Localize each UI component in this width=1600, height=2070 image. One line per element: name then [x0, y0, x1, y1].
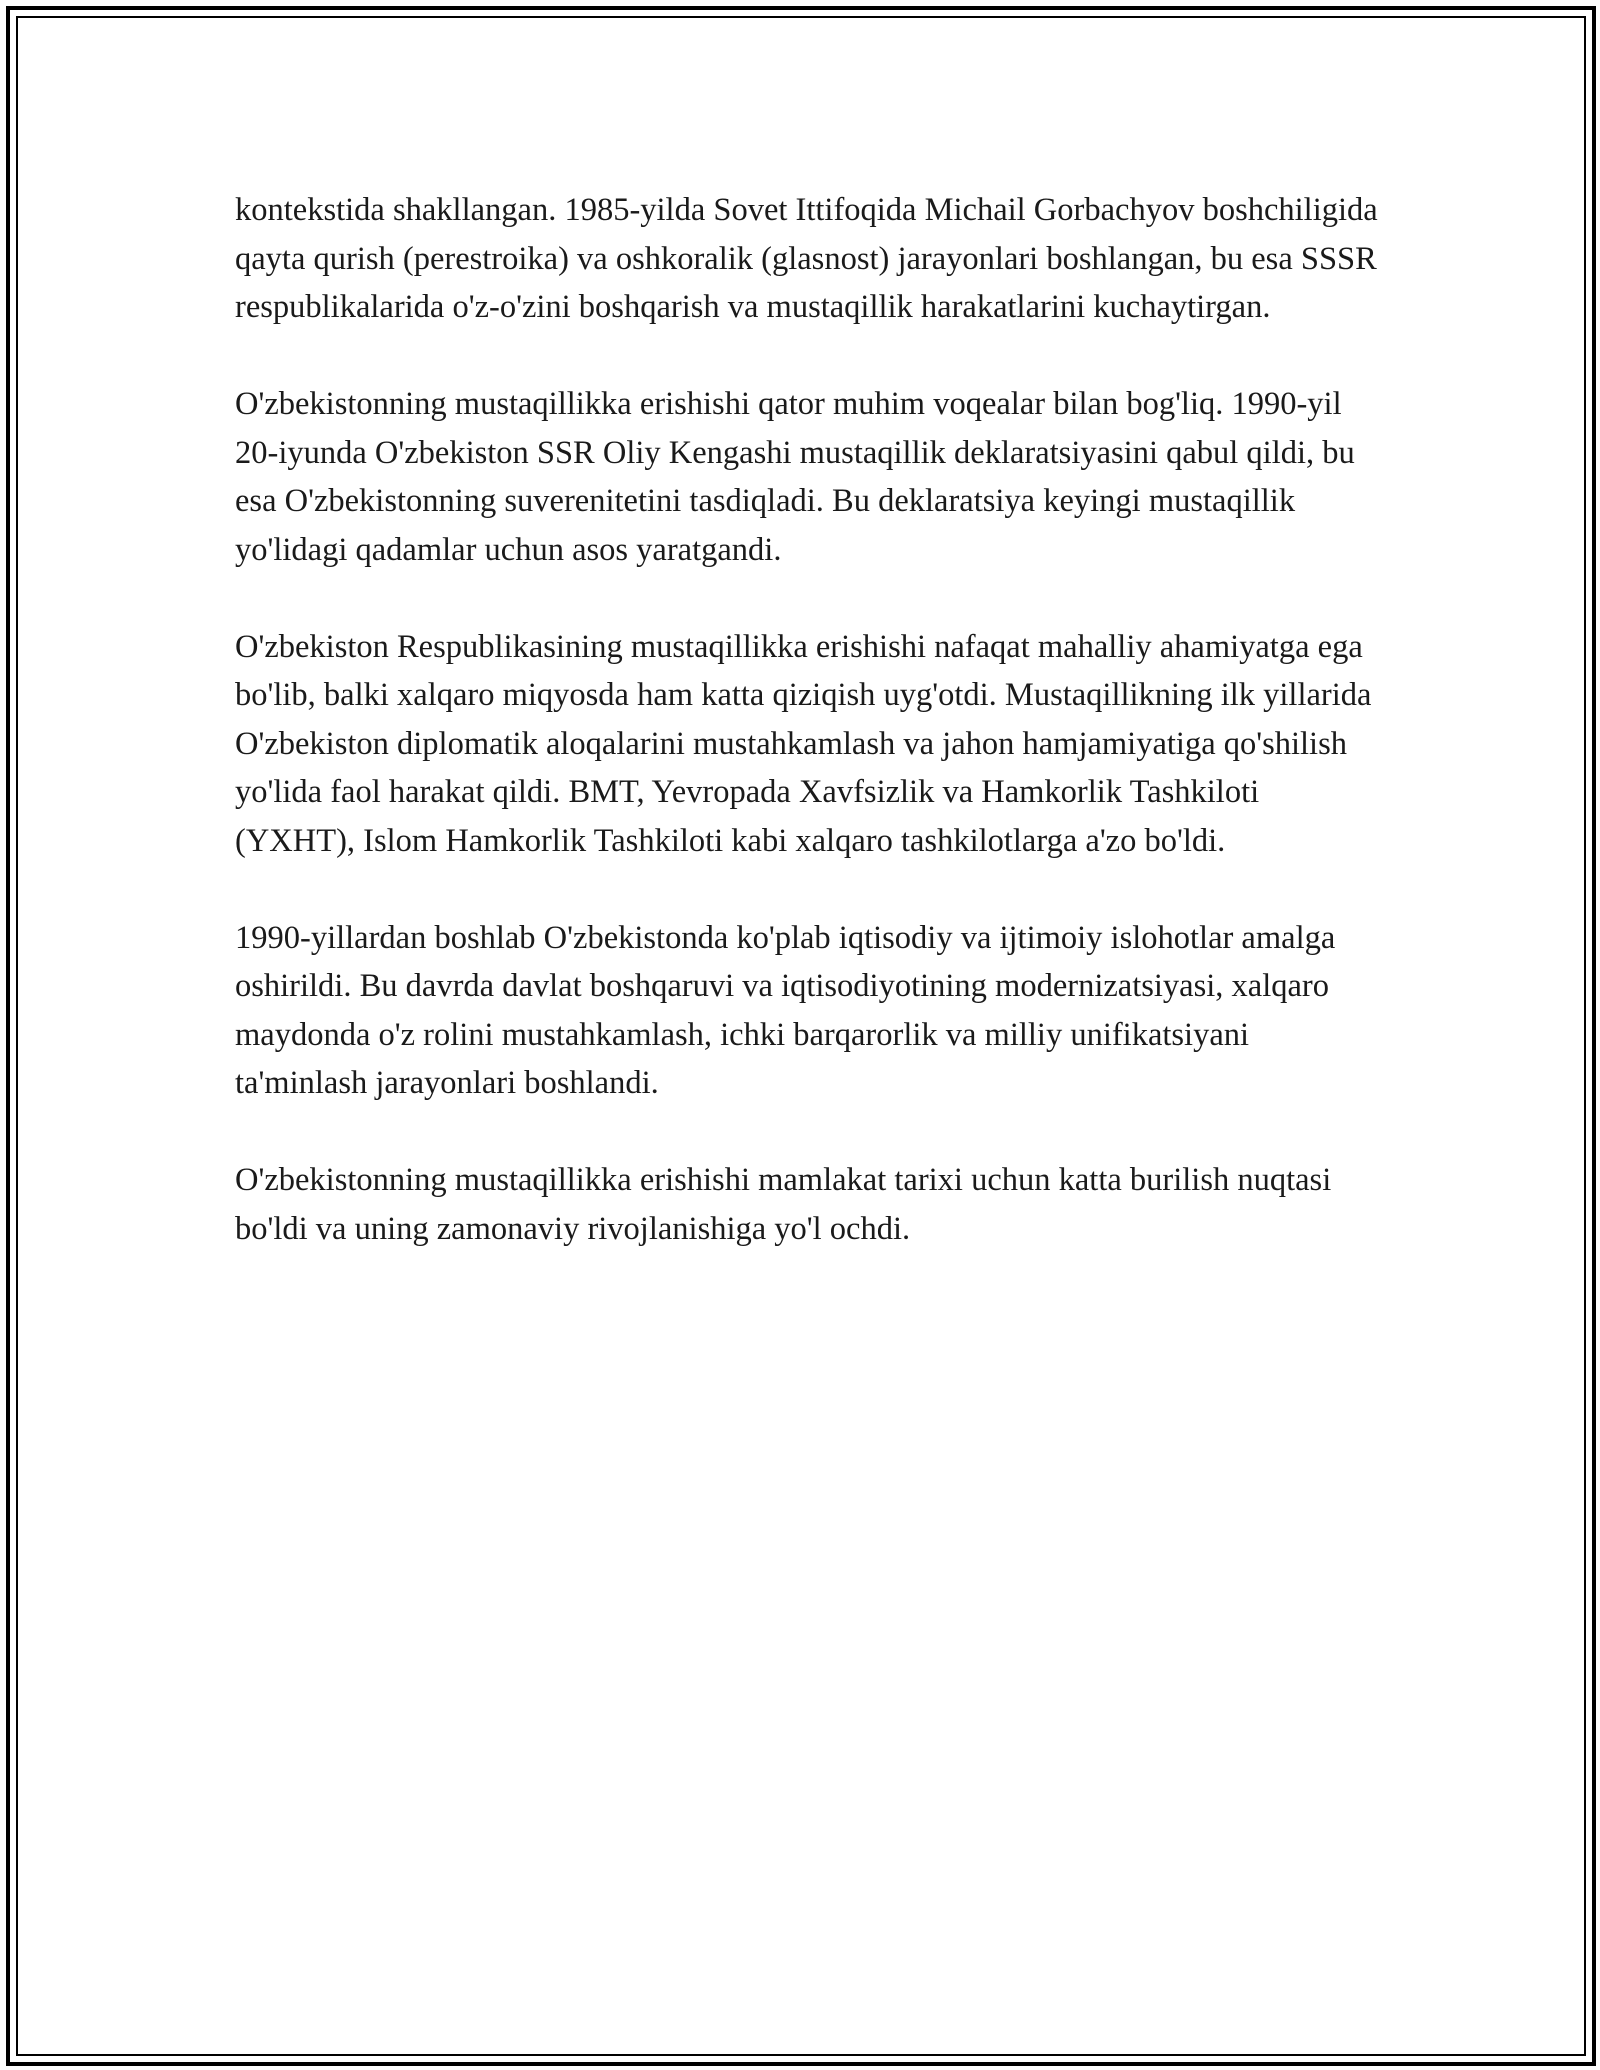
paragraph: O'zbekistonning mustaqillikka erishishi mamlakat tarixi uchun katta burilish nuqtasi bo'ldi va uning zamonaviy rivojlanishiga yo'l ochdi. — [235, 1162, 1332, 1247]
paragraph: 1990-yillardan boshlab O'zbekistonda ko'plab iqtisodiy va ijtimoiy islohotlar amalga oshirildi. Bu davrda davlat boshqaruvi va iqtisodiyotining modernizatsiyasi, xalqaro maydonda o'z rolini mustahkamlash, ichki barqarorlik va milliy unifikatsiyani ta'minlash jarayonlari boshlandi. — [235, 919, 1336, 1101]
paragraph: O'zbekiston Respublikasining mustaqillikka erishishi nafaqat mahalliy ahamiyatga ega bo'lib, balki xalqaro miqyosda ham katta qiziqish uyg'otdi. Mustaqillikning ilk yillarida O'zbekiston diplomatik aloqalarini mustahkamlash va jahon hamjamiyatiga qo'shilish yo'lida faol harakat qildi. BMT, Yevropada Xavfsizlik va Hamkorlik Tashkiloti (YXHT), Islom Hamkorlik Tashkiloti kabi xalqaro tashkilotlarga a'zo bo'ldi. — [235, 628, 1372, 859]
paragraph: O'zbekistonning mustaqillikka erishishi qator muhim voqealar bilan bog'liq. 1990-yil 20-iyunda O'zbekiston SSR Oliy Kengashi mustaqillik deklaratsiyasini qabul qildi, bu esa O'zbekistonning suverenitetini tasdiqladi. Bu deklaratsiya keyingi mustaqillik yo'lidagi qadamlar uchun asos yaratgandi. — [235, 386, 1355, 568]
paragraph: kontekstida shakllangan. 1985-yilda Sovet Ittifoqida Michail Gorbachyov boshchiligida qayta qurish (perestroika) va oshkoralik (glasnost) jarayonlari boshlangan, bu esa SSSR respublikalarida o'z-o'zini boshqarish va mustaqillik harakatlarini kuchaytirgan. — [235, 192, 1378, 325]
document-body — [235, 186, 1385, 1253]
